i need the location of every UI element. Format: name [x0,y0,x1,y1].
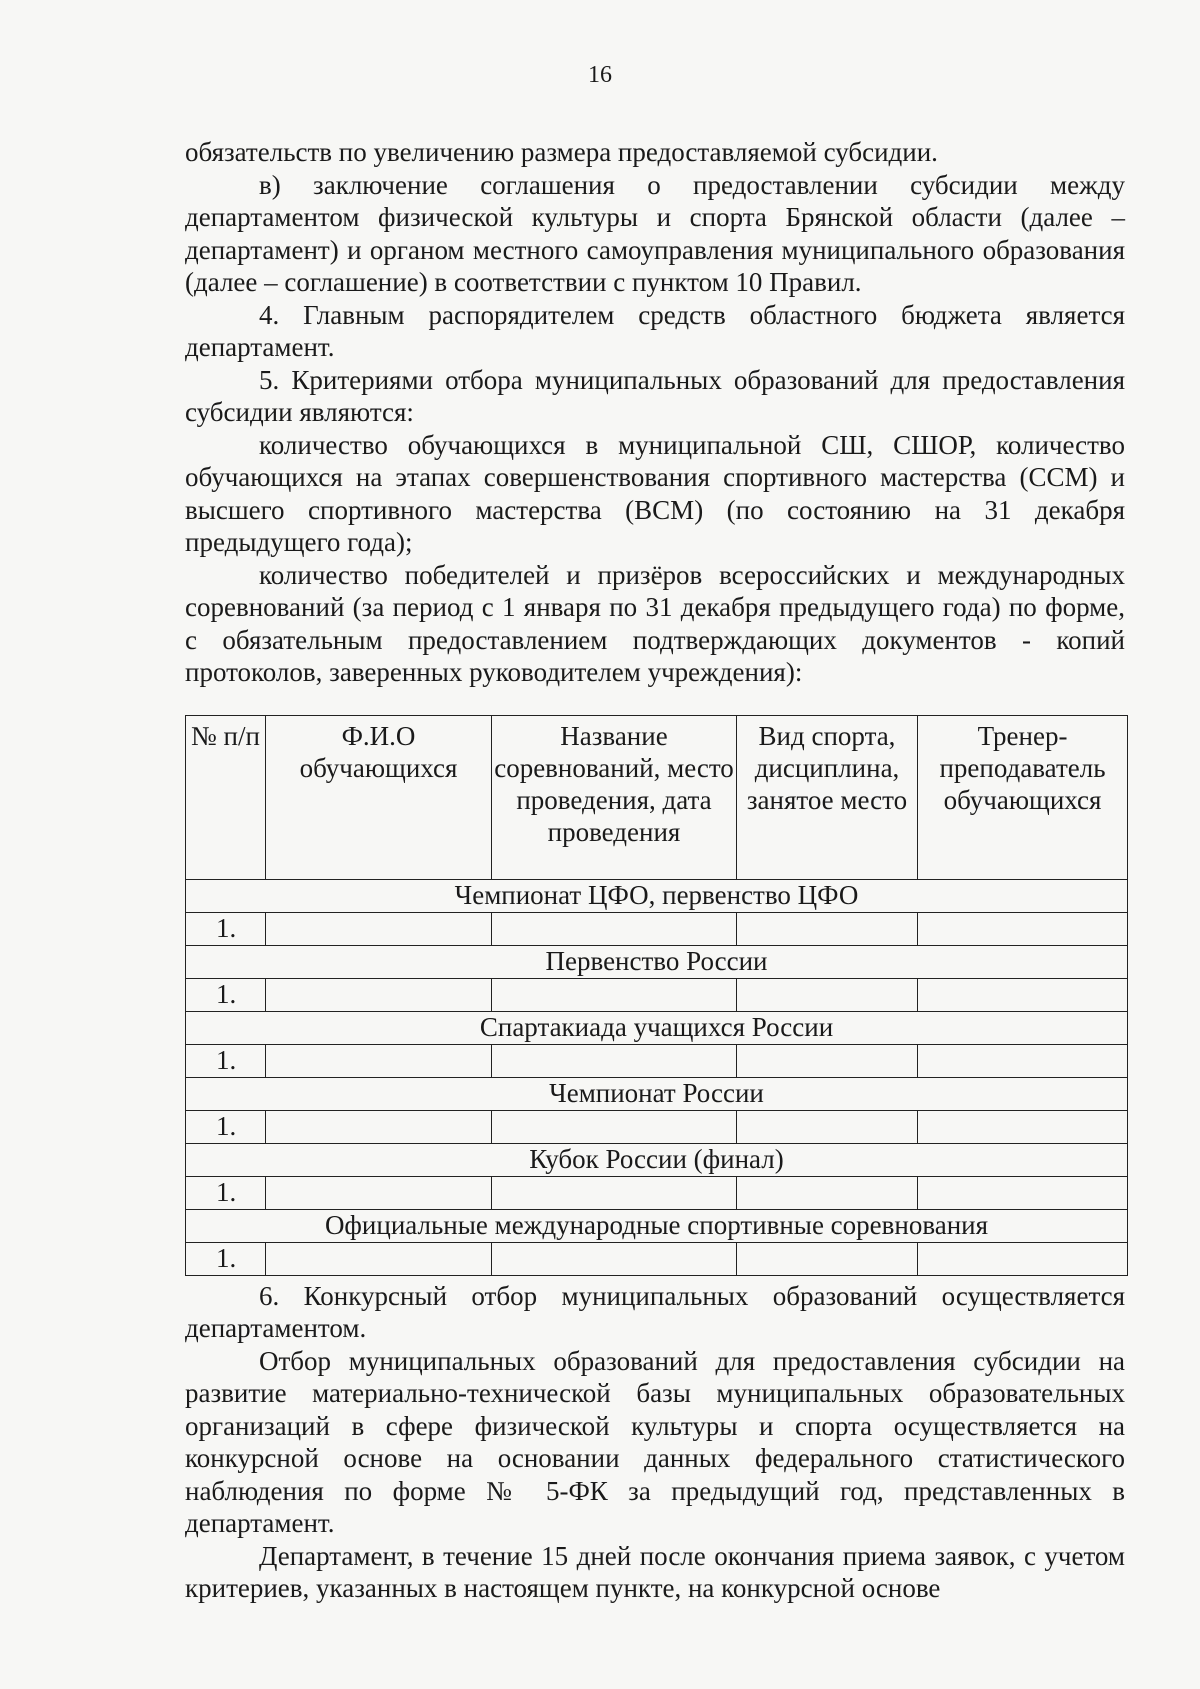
section-row [186,1209,1128,1242]
section-row [186,945,1128,978]
section-row [186,1143,1128,1176]
section-title: Чемпионат России [186,1077,1128,1110]
cell-empty [492,1110,737,1143]
paragraph-agreement: в) заключение соглашения о предоставлении субсидии между департаментом физической культуры и спорта Брянской области (далее – департамент) и органом местного самоуправления муниципального образования (далее – соглашение) в соответствии с пунктом 10 Правил. [185,169,1125,297]
cell-empty [492,1176,737,1209]
cell-empty [918,1110,1128,1143]
cell-empty [737,912,918,945]
cell-empty [492,978,737,1011]
header-name: Ф.И.О обучающихся [266,715,492,879]
cell-empty [266,1044,492,1077]
cell-empty [492,912,737,945]
cell-empty [266,912,492,945]
competition-results-table [185,715,1128,1276]
cell-empty [737,1242,918,1275]
cell-empty [737,1110,918,1143]
row-number: 1. [186,1242,266,1275]
intro-block [185,136,1125,689]
paragraph-criterion-students: количество обучающихся в муниципальной СШ, СШОР, количество обучающихся на этапах совершенствования спортивного мастерства (ССМ) и высшего спортивного мастерства (ВСМ) (по состоянию на 31 декабря предыдущего года); [185,429,1125,557]
table-row [186,1242,1128,1275]
cell-empty [737,1044,918,1077]
closing-block [185,1280,1125,1605]
cell-empty [918,912,1128,945]
section-row [186,879,1128,912]
row-number: 1. [186,978,266,1011]
cell-empty [918,1242,1128,1275]
section-title: Спартакиада учащихся России [186,1011,1128,1044]
section-title: Первенство России [186,945,1128,978]
header-coach: Тренер-преподаватель обучающихся [918,715,1128,879]
table-header-row [186,715,1128,879]
paragraph-selection: Отбор муниципальных образований для предоставления субсидии на развитие материально-технической базы муниципальных образовательных организаций в сфере физической культуры и спорта осуществляется на конкурсной основе на основании данных федерального статистического наблюдения по форме № 5-ФК за предыдущий год, представленных в департамент. [185,1345,1125,1538]
section-row [186,1011,1128,1044]
cell-empty [492,1044,737,1077]
section-title: Официальные международные спортивные соревнования [186,1209,1128,1242]
document-body [185,136,1125,1605]
section-title: Чемпионат ЦФО, первенство ЦФО [186,879,1128,912]
section-row [186,1077,1128,1110]
table-row [186,1110,1128,1143]
cell-empty [266,1242,492,1275]
paragraph-item-4: 4. Главным распорядителем средств областного бюджета является департамент. [185,299,1125,362]
table-row [186,978,1128,1011]
header-number: № п/п [186,715,266,879]
row-number: 1. [186,1110,266,1143]
section-title: Кубок России (финал) [186,1143,1128,1176]
row-number: 1. [186,912,266,945]
paragraph-criterion-winners: количество победителей и призёров всероссийских и международных соревнований (за период с 1 января по 31 декабря предыдущего года) по форме, с обязательным предоставлением подтверждающих документов - копий протоколов, заверенных руководителем учреждения): [185,559,1125,687]
table-row [186,1176,1128,1209]
cell-empty [266,1176,492,1209]
cell-empty [737,1176,918,1209]
paragraph-continuation: обязательств по увеличению размера предоставляемой субсидии. [185,137,938,167]
cell-empty [918,1044,1128,1077]
cell-empty [266,978,492,1011]
header-competition: Название соревнований, место проведения, дата проведения [492,715,737,879]
paragraph-item-6: 6. Конкурсный отбор муниципальных образований осуществляется департаментом. [185,1280,1125,1343]
paragraph-department: Департамент, в течение 15 дней после окончания приема заявок, с учетом критериев, указанных в настоящем пункте, на конкурсной основе [185,1540,1125,1603]
header-sport: Вид спорта, дисциплина, занятое место [737,715,918,879]
page-number: 16 [588,62,612,88]
row-number: 1. [186,1176,266,1209]
paragraph-item-5: 5. Критериями отбора муниципальных образований для предоставления субсидии являются: [185,364,1125,427]
cell-empty [918,1176,1128,1209]
table-row [186,1044,1128,1077]
cell-empty [918,978,1128,1011]
cell-empty [737,978,918,1011]
cell-empty [266,1110,492,1143]
table-row [186,912,1128,945]
row-number: 1. [186,1044,266,1077]
cell-empty [492,1242,737,1275]
